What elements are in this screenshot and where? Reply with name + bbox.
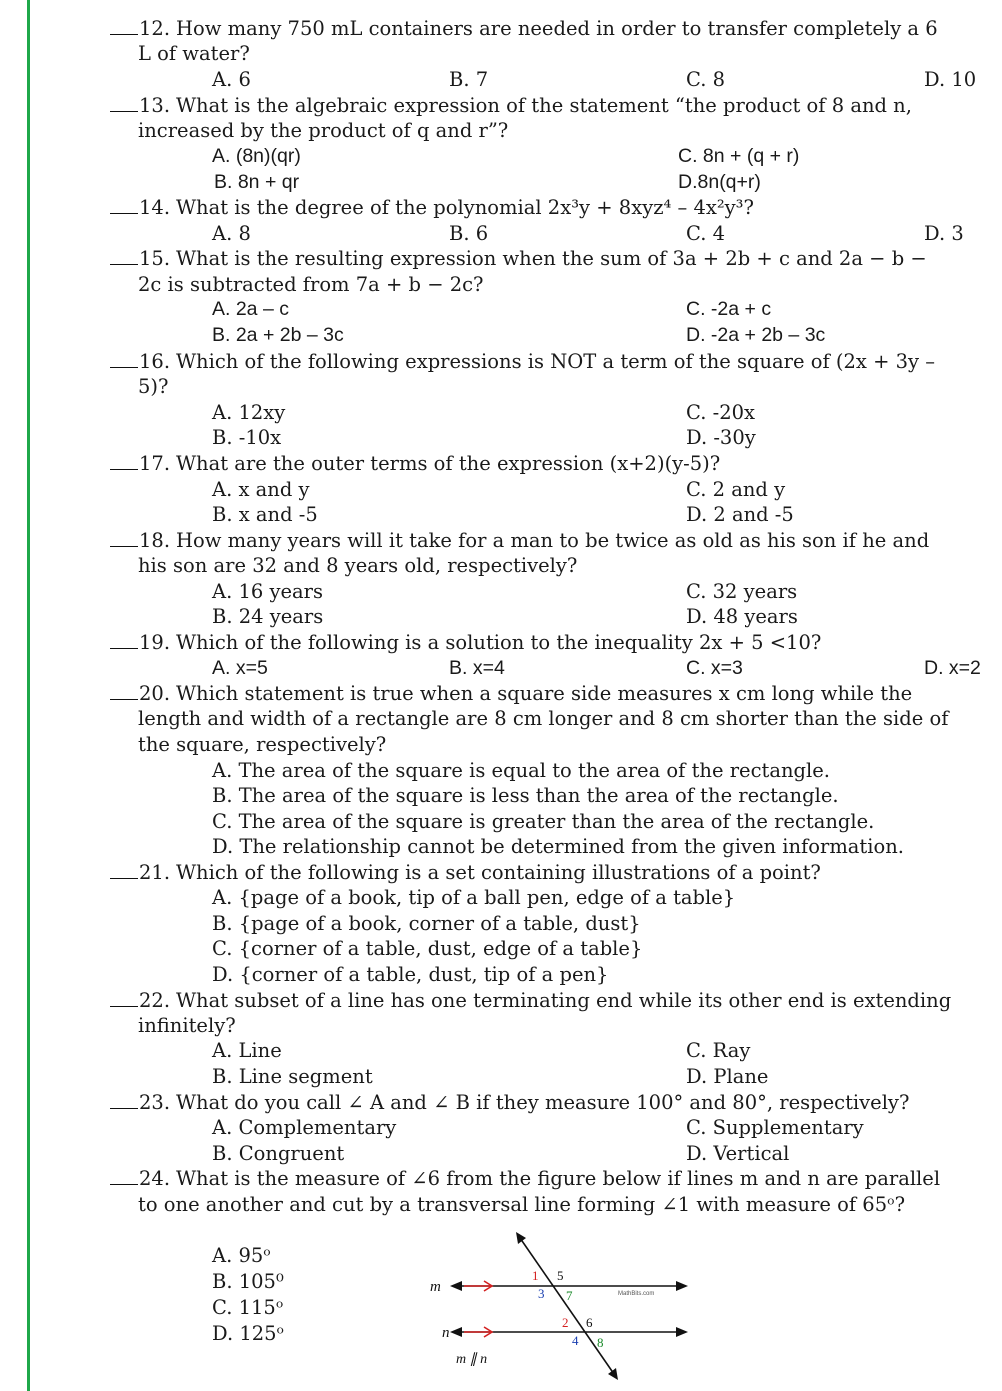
choice-a[interactable]: A. 8 <box>212 222 251 245</box>
choice-d[interactable]: D. {corner of a table, dust, tip of a pen} <box>212 963 609 986</box>
transversal-line <box>520 1238 614 1374</box>
question-stem-cont: 5)? <box>138 375 169 398</box>
angle-label-4: 4 <box>572 1333 579 1348</box>
question-stem-cont: his son are 32 and 8 years old, respectively? <box>138 554 578 577</box>
choice-b[interactable]: B. Line segment <box>212 1065 373 1088</box>
angle-label-1: 1 <box>532 1268 539 1283</box>
arrow-head-icon <box>450 1281 462 1291</box>
question-stem: How many years will it take for a man to be twice as old as his son if he and <box>176 529 930 552</box>
question-stem-cont: length and width of a rectangle are 8 cm longer and 8 cm shorter than the side of <box>138 707 949 730</box>
choice-a[interactable]: A. 16 years <box>212 580 324 603</box>
choice-d[interactable]: D. -2a + 2b – 3c <box>686 324 826 346</box>
answer-blank[interactable] <box>110 1092 138 1109</box>
question-stem: Which statement is true when a square side measures x cm long while the <box>176 682 913 705</box>
watermark: MathBits.com <box>618 1291 655 1297</box>
angle-label-3: 3 <box>538 1286 545 1301</box>
choice-d[interactable]: D. -30y <box>686 426 756 449</box>
question-stem-cont: L of water? <box>138 42 250 65</box>
choice-c[interactable]: C. -2a + c <box>686 298 772 320</box>
question-12: 12. How many 750 mL containers are needed in order to transfer completely a 6 <box>110 16 998 42</box>
question-stem: Which of the following is a set containing illustrations of a point? <box>176 861 821 884</box>
choice-d[interactable]: D. 2 and -5 <box>686 503 794 526</box>
choice-a[interactable]: A. 95ᵒ <box>212 1244 271 1267</box>
answer-blank[interactable] <box>110 990 138 1007</box>
choice-b[interactable]: B. x=4 <box>449 657 505 679</box>
choice-c[interactable]: C. 8n + (q + r) <box>678 145 800 167</box>
question-19: 19. Which of the following is a solution to the inequality 2x + 5 <10? <box>110 630 998 656</box>
choice-c[interactable]: C. 115ᵒ <box>212 1296 284 1319</box>
choice-d[interactable]: D. 48 years <box>686 605 798 628</box>
answer-blank[interactable] <box>110 18 138 35</box>
angle-label-2: 2 <box>562 1315 569 1330</box>
choice-a[interactable]: A. Complementary <box>212 1116 397 1139</box>
angle-label-8: 8 <box>597 1335 604 1350</box>
question-stem-cont: the square, respectively? <box>138 733 387 756</box>
choice-c[interactable]: C. x=3 <box>686 657 743 679</box>
answer-blank[interactable] <box>110 1168 138 1185</box>
choice-b[interactable]: B. 6 <box>449 222 489 245</box>
choice-b[interactable]: B. {page of a book, corner of a table, dust} <box>212 912 641 935</box>
question-22: 22. What subset of a line has one terminating end while its other end is extending <box>110 988 998 1014</box>
choice-b[interactable]: B. 8n + qr <box>214 171 300 193</box>
question-21: 21. Which of the following is a set containing illustrations of a point? <box>110 860 998 886</box>
choice-c[interactable]: C. 8 <box>686 68 726 91</box>
question-20: 20. Which statement is true when a square side measures x cm long while the <box>110 681 998 707</box>
question-stem-cont: infinitely? <box>138 1014 236 1037</box>
question-13: 13. What is the algebraic expression of the statement “the product of 8 and n, <box>110 93 998 119</box>
question-17: 17. What are the outer terms of the expression (x+2)(y-5)? <box>110 451 998 477</box>
choice-a[interactable]: A. The area of the square is equal to the area of the rectangle. <box>212 759 830 782</box>
choice-d[interactable]: D.8n(q+r) <box>678 171 761 193</box>
question-23: 23. What do you call ∠ A and ∠ B if they measure 100° and 80°, respectively? <box>110 1090 998 1116</box>
choice-d[interactable]: D. x=2 <box>924 657 981 679</box>
arrow-head-icon <box>450 1327 462 1337</box>
question-stem-cont: 2c is subtracted from 7a + b − 2c? <box>138 273 484 296</box>
choice-d[interactable]: D. Vertical <box>686 1142 790 1165</box>
figure-caption: m ∥ n <box>456 1352 488 1367</box>
question-18: 18. How many years will it take for a man to be twice as old as his son if he and <box>110 528 998 554</box>
choice-d[interactable]: D. 125ᵒ <box>212 1322 285 1345</box>
choice-c[interactable]: C. -20x <box>686 401 756 424</box>
line-n-label: n <box>442 1325 450 1341</box>
choice-a[interactable]: A. x=5 <box>212 657 268 679</box>
arrow-head-icon <box>676 1327 688 1337</box>
answer-blank[interactable] <box>110 248 138 265</box>
choice-a[interactable]: A. Line <box>212 1039 282 1062</box>
question-stem: Which of the following is a solution to the inequality 2x + 5 <10? <box>176 631 822 654</box>
angle-label-6: 6 <box>586 1315 593 1330</box>
question-stem: What is the degree of the polynomial 2x³y + 8xyz⁴ – 4x²y³? <box>176 196 754 219</box>
question-stem: What subset of a line has one terminating end while its other end is extending <box>176 989 952 1012</box>
answer-blank[interactable] <box>110 530 138 547</box>
answer-blank[interactable] <box>110 683 138 700</box>
choice-c[interactable]: C. 2 and y <box>686 478 786 501</box>
question-stem: What is the measure of ∠6 from the figure below if lines m and n are parallel <box>176 1167 941 1190</box>
choice-b[interactable]: B. 2a + 2b – 3c <box>212 324 344 346</box>
choice-b[interactable]: B. Congruent <box>212 1142 345 1165</box>
answer-blank[interactable] <box>110 862 138 879</box>
line-m-label: m <box>430 1279 441 1295</box>
choice-a[interactable]: A. 2a – c <box>212 298 289 320</box>
choice-c[interactable]: C. 32 years <box>686 580 798 603</box>
choice-b[interactable]: B. 24 years <box>212 605 324 628</box>
choice-a[interactable]: A. x and y <box>212 478 310 501</box>
choice-b[interactable]: B. The area of the square is less than the area of the rectangle. <box>212 784 839 807</box>
answer-blank[interactable] <box>110 95 138 112</box>
choice-a[interactable]: A. 6 <box>212 68 251 91</box>
choice-b[interactable]: B. x and -5 <box>212 503 318 526</box>
question-stem: How many 750 mL containers are needed in order to transfer completely a 6 <box>176 17 938 40</box>
arrow-head-icon <box>516 1232 526 1244</box>
choice-c[interactable]: C. Ray <box>686 1039 751 1062</box>
question-stem: What do you call ∠ A and ∠ B if they measure 100° and 80°, respectively? <box>176 1091 910 1114</box>
question-stem-cont: to one another and cut by a transversal line forming ∠1 with measure of 65ᵒ? <box>138 1193 906 1216</box>
question-16: 16. Which of the following expressions is NOT a term of the square of (2x + 3y – <box>110 349 998 375</box>
choice-c[interactable]: C. The area of the square is greater than the area of the rectangle. <box>212 810 875 833</box>
choice-b[interactable]: B. 7 <box>449 68 489 91</box>
question-15: 15. What is the resulting expression when the sum of 3a + 2b + c and 2a − b − <box>110 246 998 272</box>
angle-label-7: 7 <box>566 1288 573 1303</box>
question-stem: Which of the following expressions is NOT a term of the square of (2x + 3y – <box>176 350 936 373</box>
choice-d[interactable]: D. 3 <box>924 222 964 245</box>
choice-c[interactable]: C. {corner of a table, dust, edge of a table} <box>212 937 643 960</box>
choice-a[interactable]: A. (8n)(qr) <box>212 145 301 167</box>
choice-a[interactable]: A. 12xy <box>212 401 286 424</box>
choice-d[interactable]: D. The relationship cannot be determined from the given information. <box>212 835 905 858</box>
question-14: 14. What is the degree of the polynomial 2x³y + 8xyz⁴ – 4x²y³? <box>110 195 998 221</box>
question-stem: What is the resulting expression when the sum of 3a + 2b + c and 2a − b − <box>176 247 927 270</box>
choice-d[interactable]: D. 10 <box>924 68 977 91</box>
choice-b[interactable]: B. 105⁰ <box>212 1270 284 1293</box>
choice-c[interactable]: C. Supplementary <box>686 1116 864 1139</box>
arrow-head-icon <box>608 1368 618 1380</box>
answer-blank[interactable] <box>110 632 138 649</box>
parallel-lines-figure <box>420 1230 700 1380</box>
question-24: 24. What is the measure of ∠6 from the figure below if lines m and n are parallel <box>110 1166 998 1192</box>
question-stem: What is the algebraic expression of the statement “the product of 8 and n, <box>176 94 912 117</box>
answer-blank[interactable] <box>110 351 138 368</box>
angle-label-5: 5 <box>557 1268 564 1283</box>
answer-blank[interactable] <box>110 197 138 214</box>
choice-a[interactable]: A. {page of a book, tip of a ball pen, edge of a table} <box>212 886 736 909</box>
choice-d[interactable]: D. Plane <box>686 1065 769 1088</box>
question-stem-cont: increased by the product of q and r”? <box>138 119 509 142</box>
choice-b[interactable]: B. -10x <box>212 426 282 449</box>
choice-c[interactable]: C. 4 <box>686 222 726 245</box>
answer-blank[interactable] <box>110 453 138 470</box>
question-stem: What are the outer terms of the expression (x+2)(y-5)? <box>176 452 721 475</box>
arrow-head-icon <box>676 1281 688 1291</box>
